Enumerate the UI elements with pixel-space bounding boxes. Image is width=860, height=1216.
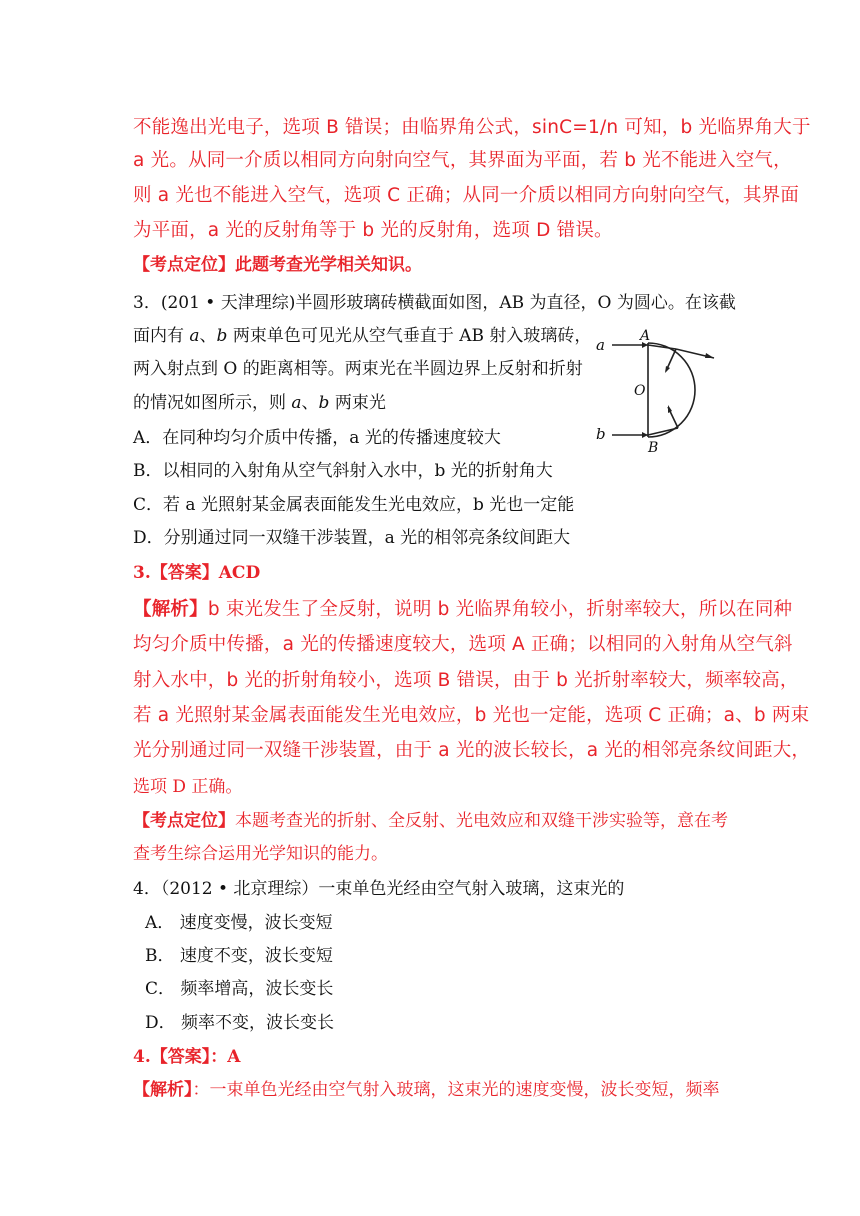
q4-option-c: C． 频率增高，波长变长 [145, 979, 334, 999]
analysis-label: 【解析】 [133, 1080, 193, 1100]
semicircle-glass-diagram [590, 325, 720, 455]
q4-answer: 4.【答案】：A [133, 1047, 241, 1067]
q3-analysis-line-2: 均匀介质中传播，a 光的传播速度较大，选项 A 正确；以相同的入射角从空气斜 [133, 634, 793, 655]
q3-option-d: D．分别通过同一双缝干涉装置，a 光的相邻亮条纹间距大 [133, 528, 571, 548]
q3-analysis-line-1 [133, 594, 792, 626]
var-a: a [291, 393, 302, 413]
arrow-b-reflect-icon [668, 405, 672, 413]
q4-analysis [133, 1074, 720, 1106]
q3-option-a: A．在同种均匀介质中传播，a 光的传播速度较大 [133, 428, 501, 448]
q3-text: 、 [199, 326, 217, 346]
analysis-text: b 束光发生了全反射，说明 b 光临界角较小，折射率较大，所以在同种 [207, 599, 793, 620]
q3-analysis-line-6: 选项 D 正确。 [133, 777, 243, 797]
q3-text: 面内有 [133, 326, 190, 346]
q3-kaodian-line-2: 查考生综合运用光学知识的能力。 [133, 844, 388, 864]
q3-answer: 3.【答案】ACD [133, 563, 261, 583]
prev-analysis-line-3: 则 a 光也不能进入空气，选项 C 正确；从同一介质以相同方向射向空气，其界面 [133, 185, 800, 206]
prev-analysis-line-1: 不能逸出光电子，选项 B 错误；由临界角公式，sinC=1/n 可知，b 光临界角大于 [133, 117, 811, 138]
kaodian-label: 【考点定位】 [133, 255, 235, 275]
prev-analysis-line-4: 为平面，a 光的反射角等于 b 光的反射角，选项 D 错误。 [133, 220, 613, 241]
label-b: b [596, 425, 606, 443]
q4-option-d: D． 频率不变，波长变长 [145, 1013, 335, 1033]
q3-text: 两束光 [329, 393, 386, 413]
q3-text: 的情况如图所示，则 [133, 393, 292, 413]
label-a: a [596, 336, 605, 354]
q3-analysis-line-3: 射入水中，b 光的折射角较小，选项 B 错误，由于 b 光折射率较大，频率较高， [133, 670, 799, 691]
label-B: B [648, 440, 659, 455]
var-a: a [189, 326, 200, 346]
kaodian-text: 此题考查光学相关知识。 [235, 255, 422, 275]
prev-analysis-line-2: a 光。从同一介质以相同方向射向空气，其界面为平面，若 b 光不能进入空气， [133, 150, 792, 171]
q3-stem-line-4 [133, 387, 386, 419]
q3-text: 、 [301, 393, 319, 413]
q3-stem-line-1: 3．(201 • 天津理综)半圆形玻璃砖横截面如图，AB 为直径，O 为圆心。在该截 [133, 293, 736, 313]
kaodian-text: 本题考查光的折射、全反射、光电效应和双缝干涉实验等，意在考 [235, 811, 728, 831]
var-b: b [216, 326, 228, 346]
q3-option-c: C．若 a 光照射某金属表面能发生光电效应，b 光也一定能 [133, 495, 575, 515]
analysis-text: ：一束单色光经由空气射入玻璃，这束光的速度变慢，波长变短，频率 [192, 1080, 720, 1100]
label-O: O [634, 383, 646, 399]
arrow-a-reflect-icon [665, 366, 670, 373]
var-b: b [318, 393, 330, 413]
label-A: A [640, 328, 651, 344]
q3-analysis-line-5: 光分别通过同一双缝干涉装置，由于 a 光的波长较长，a 光的相邻亮条纹间距大， [133, 740, 811, 761]
q3-text: 两束单色可见光从空气垂直于 AB 射入玻璃砖， [227, 326, 592, 346]
q3-kaodian-line-1 [133, 805, 728, 837]
arrow-b-icon [642, 432, 648, 438]
q3-analysis-line-4: 若 a 光照射某金属表面能发生光电效应，b 光也一定能，选项 C 正确；a、b 两束 [133, 705, 810, 726]
q4-option-a: A． 速度变慢，波长变短 [145, 913, 333, 933]
arrow-a-out-icon [705, 353, 714, 358]
prev-kaodian [133, 249, 422, 281]
q4-stem: 4．（2012 • 北京理综）一束单色光经由空气射入玻璃，这束光的 [133, 879, 625, 899]
q3-stem-line-2 [133, 320, 591, 352]
kaodian-label: 【考点定位】 [133, 811, 235, 831]
q4-option-b: B． 速度不变，波长变短 [145, 946, 333, 966]
q3-stem-line-3: 两入射点到 O 的距离相等。两束光在半圆边界上反射和折射 [133, 359, 583, 379]
analysis-label: 【解析】 [133, 599, 208, 620]
q3-option-b: B．以相同的入射角从空气斜射入水中，b 光的折射角大 [133, 461, 553, 481]
